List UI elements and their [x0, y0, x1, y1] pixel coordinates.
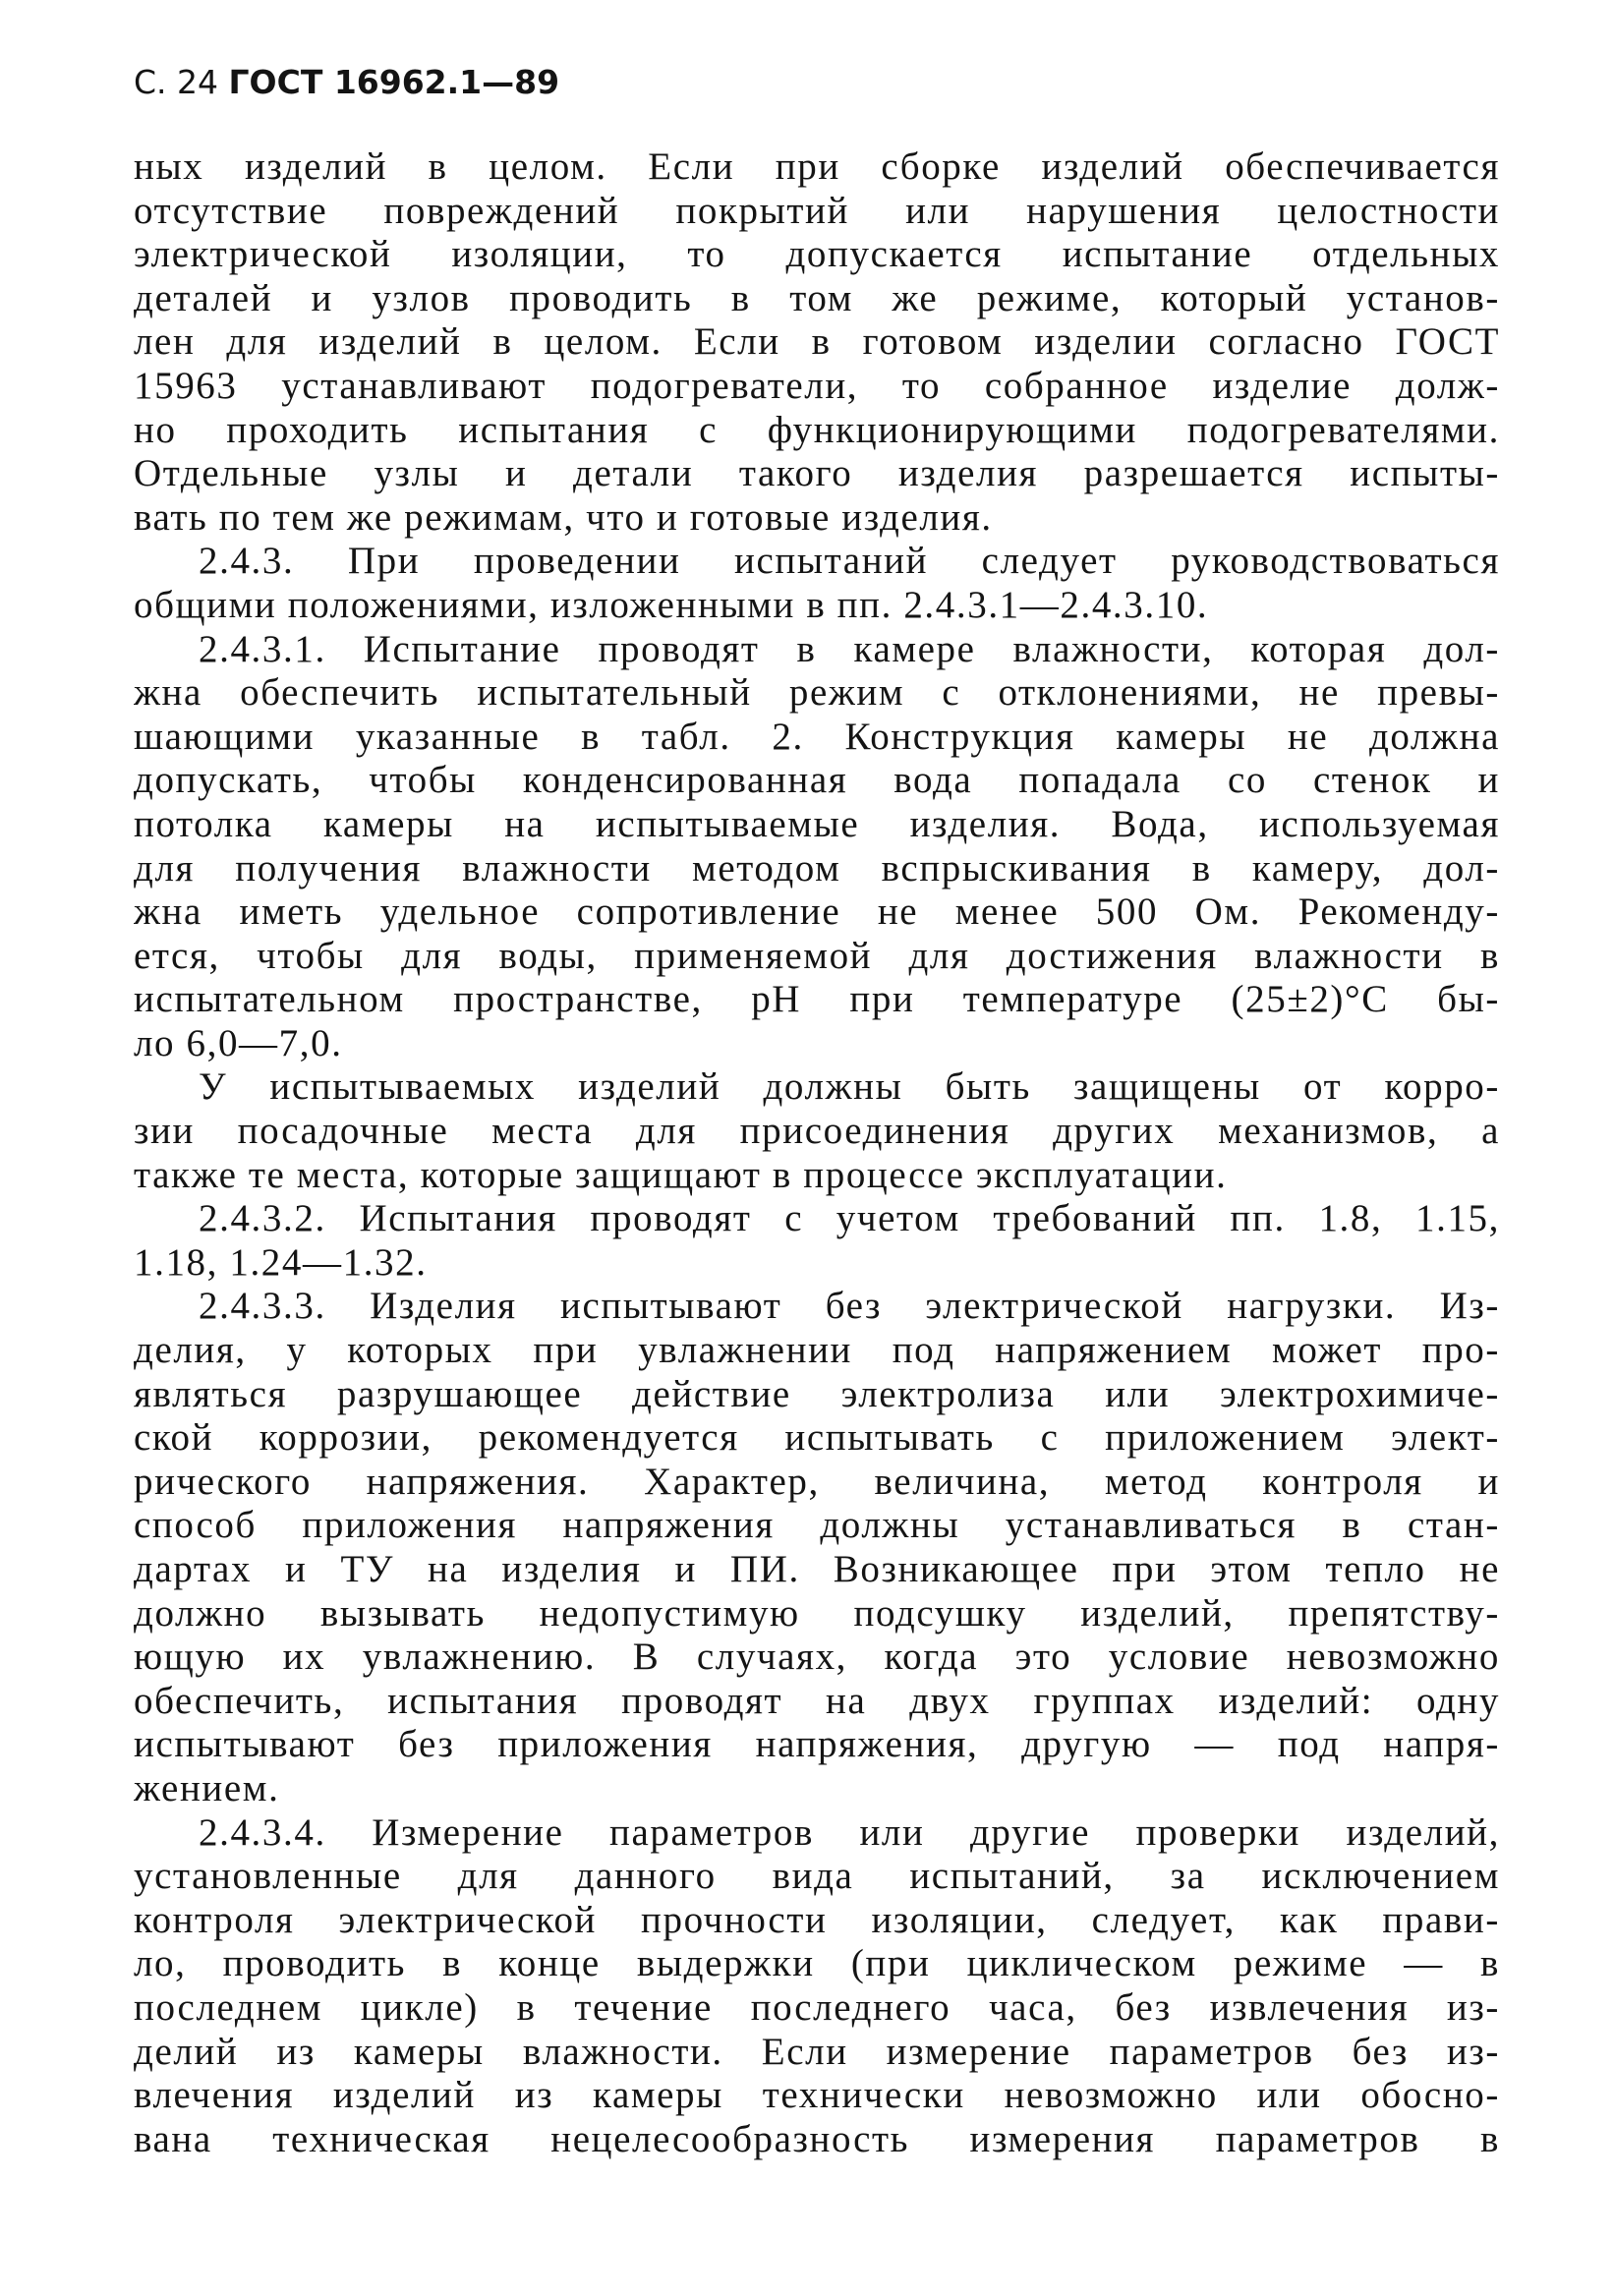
text-line: ло, проводить в конце выдержки (при циклическом режиме — в	[134, 1942, 1500, 1985]
text-line: отсутствие повреждений покрытий или нарушения целостности	[134, 189, 1500, 232]
text-line: ется, чтобы для воды, применяемой для достижения влажности в	[134, 934, 1500, 977]
text-line: 2.4.3.4. Измерение параметров или другие проверки изделий,	[199, 1810, 1500, 1854]
text-line: обеспечить, испытания проводят на двух группах изделий: одну	[134, 1679, 1500, 1722]
text-line: 2.4.3.1. Испытание проводят в камере влажности, которая дол-	[199, 627, 1500, 670]
text-line: должно вызывать недопустимую подсушку изделий, препятству-	[134, 1591, 1500, 1635]
text-line: 1.18, 1.24—1.32.	[134, 1240, 428, 1284]
text-line: жением.	[134, 1766, 280, 1809]
text-line: вана техническая нецелесообразность измерения параметров в	[134, 2117, 1500, 2160]
text-line: 15963 устанавливают подогреватели, то собранное изделие долж-	[134, 364, 1500, 407]
text-line: также те места, которые защищают в процессе эксплуатации.	[134, 1153, 1228, 1196]
text-line: допускать, чтобы конденсированная вода попадала со стенок и	[134, 759, 1500, 802]
text-line: зии посадочные места для присоединения других механизмов, а	[134, 1110, 1500, 1153]
text-line: вать по тем же режимам, что и готовые изделия.	[134, 495, 993, 539]
standard-number: ГОСТ 16962.1—89	[228, 63, 560, 101]
text-line: влечения изделий из камеры технически невозможно или обосно-	[134, 2074, 1500, 2117]
text-line: являться разрушающее действие электролиза или электрохимиче-	[134, 1372, 1500, 1415]
text-line: последнем цикле) в течение последнего часа, без извлечения из-	[134, 1985, 1500, 2029]
text-line: потолка камеры на испытываемые изделия. Вода, используемая	[134, 802, 1500, 845]
text-line: Отдельные узлы и детали такого изделия разрешается испыты-	[134, 452, 1500, 495]
running-head	[134, 63, 559, 101]
text-line: ской коррозии, рекомендуется испытывать с приложением элект-	[134, 1416, 1500, 1460]
text-line: установленные для данного вида испытаний, за исключением	[134, 1855, 1500, 1898]
text-line: У испытываемых изделий должны быть защищены от корро-	[199, 1065, 1500, 1109]
text-line: контроля электрической прочности изоляции, следует, как прави-	[134, 1898, 1500, 1941]
text-line: рического напряжения. Характер, величина, метод контроля и	[134, 1460, 1500, 1503]
body-text	[134, 145, 1500, 2161]
text-line: испытательном пространстве, pH при температуре (25±2)°С бы-	[134, 978, 1500, 1021]
text-line: 2.4.3. При проведении испытаний следует руководствоваться	[199, 540, 1500, 583]
text-line: ющую их увлажнению. В случаях, когда это условие невозможно	[134, 1636, 1500, 1679]
text-line: ных изделий в целом. Если при сборке изделий обеспечивается	[134, 145, 1500, 188]
text-line: шающими указанные в табл. 2. Конструкция камеры не должна	[134, 715, 1500, 758]
text-line: делий из камеры влажности. Если измерение параметров без из-	[134, 2030, 1500, 2073]
text-line: лен для изделий в целом. Если в готовом изделии согласно ГОСТ	[134, 320, 1500, 364]
text-line: ло 6,0—7,0.	[134, 1021, 343, 1064]
text-line: 2.4.3.2. Испытания проводят с учетом требований пп. 1.8, 1.15,	[199, 1197, 1500, 1240]
text-line: делия, у которых при увлажнении под напряжением может про-	[134, 1329, 1500, 1372]
text-line: деталей и узлов проводить в том же режиме, который установ-	[134, 276, 1500, 319]
text-line: общими положениями, изложенными в пп. 2.4.3.1—2.4.3.10.	[134, 583, 1209, 626]
text-line: испытывают без приложения напряжения, другую — под напря-	[134, 1723, 1500, 1766]
text-line: дартах и ТУ на изделия и ПИ. Возникающее при этом тепло не	[134, 1548, 1500, 1590]
page-number: С. 24	[134, 63, 219, 101]
text-line: жна обеспечить испытательный режим с отклонениями, не превы-	[134, 671, 1500, 715]
text-line: электрической изоляции, то допускается испытание отдельных	[134, 233, 1500, 276]
text-line: 2.4.3.3. Изделия испытывают без электрической нагрузки. Из-	[199, 1285, 1500, 1328]
text-line: но проходить испытания с функционирующими подогревателями.	[134, 408, 1500, 451]
text-line: жна иметь удельное сопротивление не менее 500 Ом. Рекоменду-	[134, 890, 1500, 934]
text-line: способ приложения напряжения должны устанавливаться в стан-	[134, 1504, 1500, 1547]
text-line: для получения влажности методом вспрыскивания в камеру, дол-	[134, 846, 1500, 890]
